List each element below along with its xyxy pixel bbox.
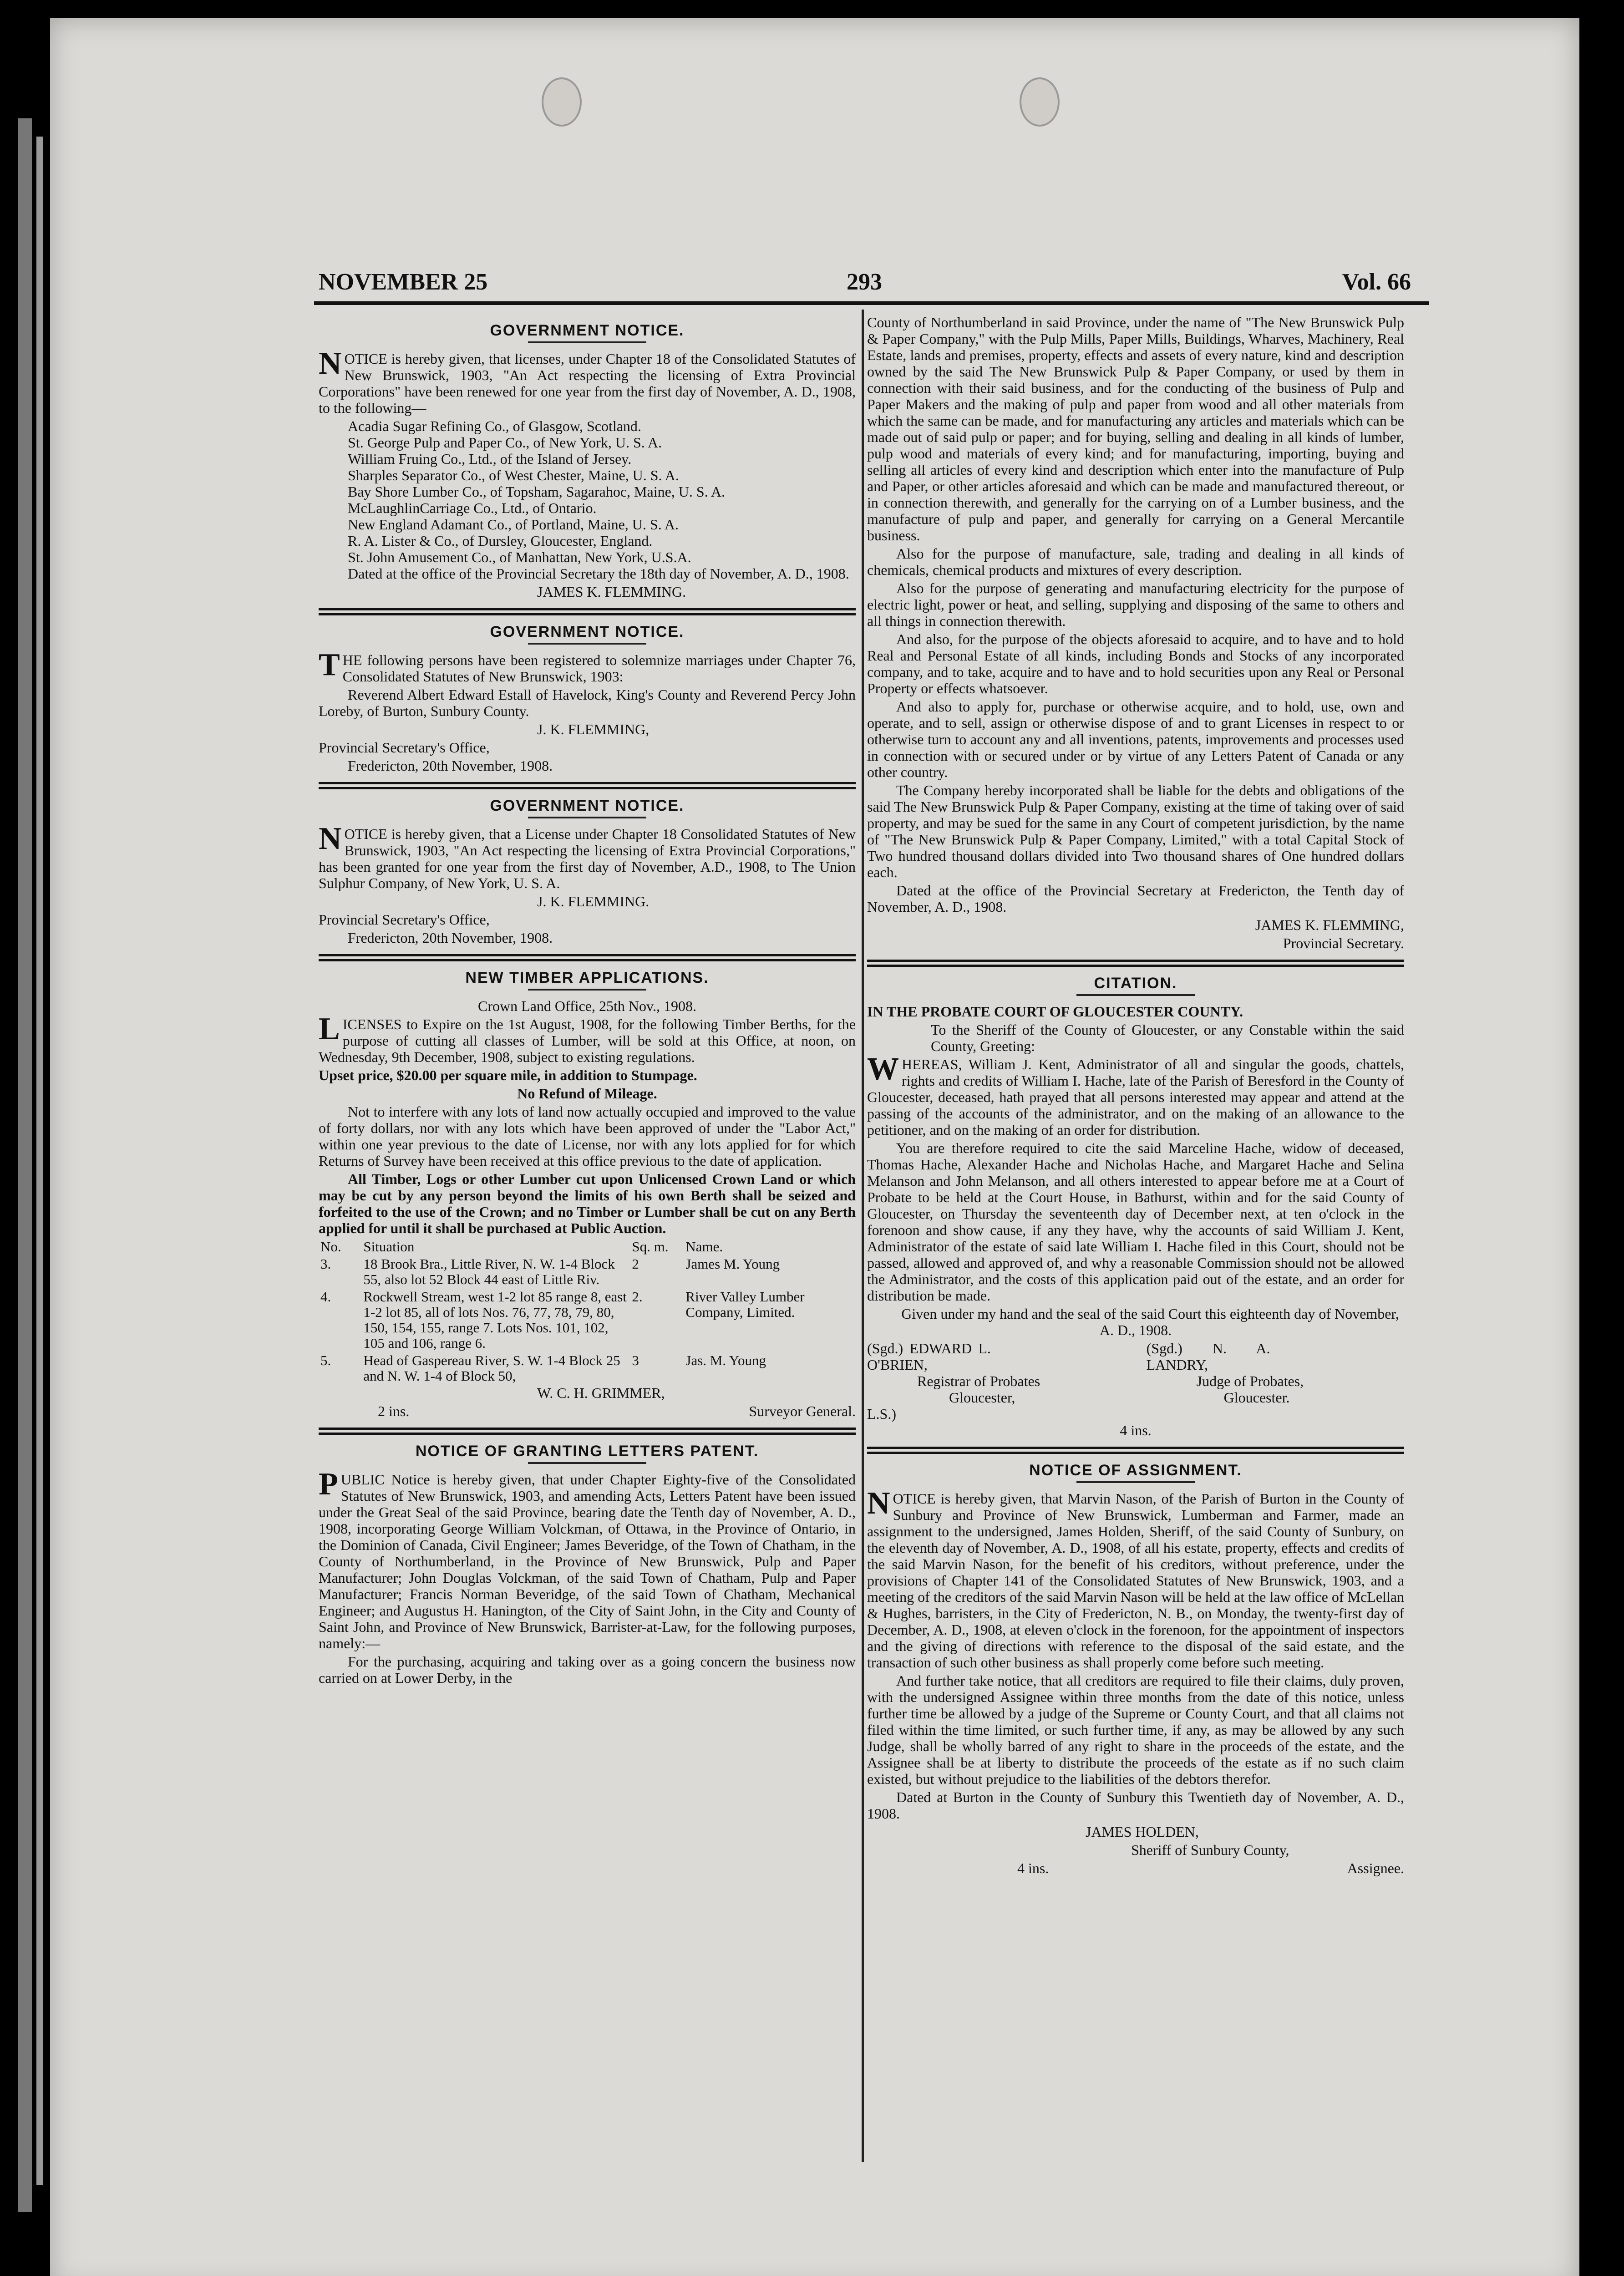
notice-title: GOVERNMENT NOTICE. bbox=[490, 797, 685, 814]
cell-situation: 18 Brook Bra., Little River, N. W. 1-4 Block 55, also lot 52 Block 44 east of Little Riv. bbox=[363, 1256, 615, 1287]
notice-paragraph: And further take notice, that all creditors are required to file their claims, duly proven, with the undersigned Assignee within three months from the date of this notice, unless further time be allowed by a judge of the Supreme or County Court, and that all claims not filed within the time limited, or such further time, if any, as may be allowed by any such Judge, shall be wholly barred of any right to share in the proceeds of the estate, and the Assignee shall be at liberty to distribute the proceeds of the estate as if no such claim existed, but without prejudice to the liabilities of the debtors therefor. bbox=[867, 1672, 1404, 1787]
signature-title: Surveyor General. bbox=[749, 1403, 856, 1419]
book-edge bbox=[18, 118, 32, 2212]
volume-number: Vol. 66 bbox=[1342, 269, 1411, 295]
signature-place: Gloucester, bbox=[949, 1389, 1015, 1406]
notice-body: LICENSES to Expire on the 1st August, 1908, for the following Timber Berths, for the purpose of cutting all classes of Lumber, will be sold at this Office, at noon, on Wednesday, 9th December, 1908, subject to existing regulations. bbox=[319, 1011, 856, 1065]
title-rule bbox=[528, 643, 646, 645]
title-rule bbox=[528, 1462, 646, 1464]
cell-situation: Head of Gaspereau River, S. W. 1-4 Block 25 and N. W. 1-4 of Block 50, bbox=[363, 1352, 620, 1384]
column-header: Sq. m. bbox=[632, 1239, 669, 1255]
insertions: 4 ins. bbox=[1017, 1860, 1049, 1876]
header-date: NOVEMBER 25 bbox=[319, 269, 488, 295]
list-item: St. John Amusement Co., of Manhattan, New York, U.S.A. bbox=[348, 549, 691, 565]
binding-hole-left bbox=[542, 77, 582, 127]
page-number: 293 bbox=[847, 269, 882, 295]
timber-table bbox=[319, 1238, 856, 1385]
notice-paragraph: You are therefore required to cite the said Marceline Hache, widow of deceased, Thomas Hache, Alexander Hache and Nicholas Hache, and Margaret Hache and Selina Melanson and John Melanson, and all others interested to appear before me at a Court of Probate to be held at the Court House, in Bathurst, within and for the said County of Gloucester, on Thursday the seventeenth day of December next, at ten o'clock in the forenoon and show cause, if any they have, why the accounts of said William J. Kent, Administrator of the estate of said late William I. Hache filed in this Court, should not be passed, allowed and approved of, and why a reasonable Commission should not be allowed the Administrator, and the costs of this application paid out of the estate, and an order for distribution be made. bbox=[867, 1140, 1404, 1304]
title-rule bbox=[528, 341, 646, 343]
given-line: Given under my hand and the seal of the said Court this eighteenth day of November, A. D., 1908. bbox=[901, 1306, 1399, 1338]
cell-sqm: 2. bbox=[632, 1289, 643, 1305]
notice-paragraph: All Timber, Logs or other Lumber cut upon Unlicensed Crown Land or which may be cut by any person beyond the limits of his own Berth shall be seized and forfeited to the use of the Crown; and no Timber or Lumber shall be cut on any Berth applied for until it shall be purchased at Public Auction. bbox=[319, 1171, 856, 1236]
signature: W. C. H. GRIMMER, bbox=[537, 1385, 665, 1401]
signature: JAMES K. FLEMMING, bbox=[1255, 917, 1404, 933]
signature: JAMES HOLDEN, bbox=[1086, 1824, 1199, 1840]
notice-paragraph: Also for the purpose of manufacture, sale, trading and dealing in all kinds of chemicals, chemical products and mixtures of every description. bbox=[867, 545, 1404, 578]
section-divider bbox=[867, 960, 1404, 967]
list-item: McLaughlinCarriage Co., Ltd., of Ontario. bbox=[348, 500, 597, 516]
notice-paragraph: Also for the purpose of generating and manufacturing electricity for the purpose of electric light, power or heat, and selling, supplying and disposing of the same to others and all things in connection therewith. bbox=[867, 580, 1404, 629]
refund-line: No Refund of Mileage. bbox=[517, 1085, 657, 1102]
notice-body: NOTICE is hereby given, that Marvin Nason, of the Parish of Burton in the County of Sunbury and Province of New Brunswick, Lumberman and Farmer, made an assignment to the undersigned, James Holden, Sheriff, of the said County of Sunbury, on the eleventh day of November, A. D., 1908, of all his estate, property, effects and credits of the said Marvin Nason, for the benefit of his creditors, without preference, under the provisions of Chapter 141 of the Consolidated Statutes of New Brunswick, 1903, and a meeting of the creditors of the said Marvin Nason will be held at the law office of McLellan & Hughes, barristers, in the City of Fredericton, N. B., on Monday, the twenty-first day of December, A. D., 1908, at eleven o'clock in the forenoon, for the appointment of inspectors and the giving of directions with reference to the disposal of the said estate, and the transaction of such other business as shall properly come before such meeting. bbox=[867, 1486, 1404, 1671]
notice-title: GOVERNMENT NOTICE. bbox=[490, 322, 685, 339]
table-row bbox=[319, 1352, 856, 1385]
section-divider bbox=[319, 954, 856, 961]
list-item: New England Adamant Co., of Portland, Maine, U. S. A. bbox=[348, 516, 679, 533]
dateline: Crown Land Office, 25th Nov., 1908. bbox=[478, 998, 696, 1014]
left-column bbox=[319, 314, 856, 1688]
section-divider bbox=[319, 782, 856, 789]
office-line: Provincial Secretary's Office, bbox=[319, 911, 490, 928]
notice-body: PUBLIC Notice is hereby given, that under Chapter Eighty-five of the Consolidated Statutes of New Brunswick, 1903, and amending Acts, Letters Patent have been issued under the Great Seal of the said Province, bearing date the Tenth day of November, A. D., 1908, incorporating George William Volckman, of Ottawa, in the Province of Ontario, in the Dominion of Canada, Civil Engineer; James Beveridge, of the Town of Chatham, in the County of Northumberland, in the Province of New Brunswick, Pulp and Paper Manufacturer; John Douglas Volckman, of the said Town of Chatham, Pulp and Paper Manufacturer; Francis Norman Beveridge, of the said Town of Chatham, Mechanical Engineer; and Augustus H. Hanington, of the City of Saint John, in the City and County of Saint John, and Province of New Brunswick, Barrister-at-Law, for the following purposes, namely:— bbox=[319, 1467, 856, 1651]
list-item: Sharples Separator Co., of West Chester, Maine, U. S. A. bbox=[348, 467, 679, 483]
notice-body: NOTICE is hereby given, that licenses, under Chapter 18 of the Consolidated Statutes of New Brunswick, 1903, "An Act respecting the licensing of Extra Provincial Corporations" have been renewed for one year from the first day of November, A. D., 1908, to the following— bbox=[319, 346, 856, 416]
signature: (Sgd.) N. A. LANDRY, bbox=[1146, 1340, 1270, 1373]
list-item: William Fruing Co., Ltd., of the Island of Jersey. bbox=[348, 451, 632, 467]
running-header bbox=[319, 269, 1411, 305]
upset-price: Upset price, $20.00 per square mile, in addition to Stumpage. bbox=[319, 1067, 697, 1083]
dated-line: Dated at the office of the Provincial Secretary the 18th day of November, A. D., 1908. bbox=[348, 565, 849, 582]
list-item: Bay Shore Lumber Co., of Topsham, Sagarahoc, Maine, U. S. A. bbox=[348, 483, 726, 500]
title-rule bbox=[528, 989, 646, 991]
notice-paragraph: Not to interfere with any lots of land now actually occupied and improved to the value of forty dollars, nor with any lots which have been approved of under the "Labor Act," within one year previous to the date of License, nor with any lots applied for for which Returns of Survey have been received at this office previous to the date of application. bbox=[319, 1103, 856, 1169]
column-rule bbox=[862, 310, 864, 2162]
notice-title: NOTICE OF GRANTING LETTERS PATENT. bbox=[415, 1443, 759, 1460]
notice-title: CITATION. bbox=[1094, 975, 1177, 992]
book-edge-inner bbox=[36, 137, 43, 2185]
table-row bbox=[319, 1255, 856, 1288]
signature-row bbox=[867, 1860, 1404, 1876]
signature-row bbox=[319, 1403, 856, 1419]
notice-body: WHEREAS, William J. Kent, Administrator of all and singular the goods, chattels, rights and credits of William I. Hache, late of the Parish of Beresford in the County of Gloucester, deceased, hath prayed that all persons interested may appear and attend at the passing of the accounts of the administrator, and on the making of an allowance to the petitioner, and on the making of an order for distribution. bbox=[867, 1052, 1404, 1138]
notice-paragraph: And also, for the purpose of the objects aforesaid to acquire, and to have and to hold Real and Personal Estate of all kinds, including Bonds and Stocks of any incorporated company, and to take, acquire and to have and to hold securities upon any Real or Personal Property or effects whatsoever. bbox=[867, 631, 1404, 696]
signature: (Sgd.) EDWARD L. O'BRIEN, bbox=[867, 1340, 991, 1373]
insertions: 2 ins. bbox=[378, 1403, 410, 1419]
cell-sqm: 2 bbox=[632, 1256, 639, 1272]
notice-paragraph: The Company hereby incorporated shall be liable for the debts and obligations of the said The New Brunswick Pulp & Paper Company, existing at the time of taking over of said property, and may be sued for the same in any Court of competent jurisdiction, by the name of "The New Brunswick Pulp & Paper Company, Limited," with a total Capital Stock of Two hundred thousand dollars divided into Two thousand shares of One hundred dollars each. bbox=[867, 782, 1404, 880]
binding-hole-right bbox=[1020, 77, 1060, 127]
column-header: No. bbox=[320, 1239, 341, 1255]
office-line: Provincial Secretary's Office, bbox=[319, 739, 490, 756]
signature-role: Assignee. bbox=[1347, 1860, 1404, 1876]
continued-paragraph: County of Northumberland in said Province, under the name of "The New Brunswick Pulp & Paper Company," with the Pulp Mills, Paper Mills, Buildings, Wharves, Machinery, Real Estate, lands and premises, property, effects and assets of every nature, kind and description owned by the said The New Brunswick Pulp & Paper Company, or used by them in connection with their said business, and for the conducting of the business of Pulp and Paper Makers and the making of pulp and paper from wood and all other materials from which the same can be made, and for manufacturing any articles and materials which can be made out of said pulp or paper; and for buying, selling and dealing in all kinds of lumber, pulp wood and materials of every kind; and for manufacturing, importing, buying and selling all articles of every kind and description which enter into the manufacture of Pulp and Paper, or other articles aforesaid and which can be made and manufactured thereout, or in connection therewith, and generally for the carrying on of a Lumber business, and the manufacture of pulp and paper, and generally for carrying on a General Mercantile business. bbox=[867, 314, 1404, 544]
signature: J. K. FLEMMING. bbox=[537, 893, 650, 909]
cell-name: River Valley Lumber Company, Limited. bbox=[685, 1289, 805, 1320]
table-header-row bbox=[319, 1238, 856, 1255]
title-rule bbox=[1076, 1481, 1195, 1483]
signature-place: Gloucester. bbox=[1223, 1389, 1290, 1406]
company-list bbox=[348, 418, 856, 565]
right-column bbox=[867, 314, 1404, 1876]
seal-mark: L.S.) bbox=[867, 1406, 896, 1422]
address-line: To the Sheriff of the County of Gloucester, or any Constable within the said County, Greeting: bbox=[931, 1021, 1404, 1054]
cell-situation: Rockwell Stream, west 1-2 lot 85 range 8, east 1-2 lot 85, all of lots Nos. 76, 77, 78, 79, 80, 150, 154, 155, range 7. Lots Nos. 101, 102, 105 and 106, range 6. bbox=[363, 1289, 627, 1351]
section-divider bbox=[319, 608, 856, 615]
table-row bbox=[319, 1288, 856, 1352]
section-divider bbox=[319, 1428, 856, 1435]
judge-signature bbox=[1147, 1340, 1404, 1422]
notice-title: NOTICE OF ASSIGNMENT. bbox=[1029, 1462, 1242, 1479]
list-item: St. George Pulp and Paper Co., of New York, U. S. A. bbox=[348, 434, 662, 451]
cell-no: 4. bbox=[320, 1289, 331, 1305]
place-line: Fredericton, 20th November, 1908. bbox=[348, 757, 553, 774]
cell-no: 5. bbox=[320, 1352, 331, 1368]
cell-name: Jas. M. Young bbox=[685, 1352, 766, 1368]
signature-title: Registrar of Probates bbox=[917, 1373, 1040, 1389]
column-header: Situation bbox=[363, 1239, 415, 1255]
notice-names: Reverend Albert Edward Estall of Havelock, King's County and Reverend Percy John Loreby, of Burton, Sunbury County. bbox=[319, 686, 856, 719]
column-header: Name. bbox=[685, 1239, 723, 1255]
signature: J. K. FLEMMING, bbox=[537, 721, 650, 737]
signature-title: Provincial Secretary. bbox=[1283, 935, 1404, 951]
header-rule bbox=[314, 301, 1429, 305]
section-divider bbox=[867, 1447, 1404, 1454]
notice-body: NOTICE is hereby given, that a License under Chapter 18 Consolidated Statutes of New Brunswick, 1903, "An Act respecting the licensing of Extra Provincial Corporations," has been granted for one year from the first day of November, A.D., 1908, to The Union Sulphur Company, of New York, U. S. A. bbox=[319, 821, 856, 891]
notice-body: THE following persons have been registered to solemnize marriages under Chapter 76, Consolidated Statutes of New Brunswick, 1903: bbox=[319, 647, 856, 685]
notice-title: NEW TIMBER APPLICATIONS. bbox=[465, 969, 709, 986]
title-rule bbox=[528, 817, 646, 818]
court-line: IN THE PROBATE COURT OF GLOUCESTER COUNTY. bbox=[867, 1003, 1243, 1020]
dated-line: Dated at the office of the Provincial Secretary at Fredericton, the Tenth day of November, A. D., 1908. bbox=[867, 882, 1404, 915]
signature-title: Judge of Probates, bbox=[1196, 1373, 1304, 1389]
notice-paragraph: For the purchasing, acquiring and taking over as a going concern the business now carried on at Lower Derby, in the bbox=[319, 1653, 856, 1686]
citation-signatures bbox=[867, 1340, 1404, 1422]
cell-name: James M. Young bbox=[685, 1256, 780, 1272]
dated-line: Dated at Burton in the County of Sunbury this Twentieth day of November, A. D., 1908. bbox=[867, 1789, 1404, 1822]
cell-no: 3. bbox=[320, 1256, 331, 1272]
cell-sqm: 3 bbox=[632, 1352, 639, 1368]
list-item: R. A. Lister & Co., of Dursley, Gloucester, England. bbox=[348, 533, 653, 549]
title-rule bbox=[1076, 994, 1195, 996]
registrar-signature bbox=[867, 1340, 1125, 1422]
signature: JAMES K. FLEMMING. bbox=[537, 584, 686, 600]
notice-title: GOVERNMENT NOTICE. bbox=[490, 623, 685, 640]
place-line: Fredericton, 20th November, 1908. bbox=[348, 930, 553, 946]
insertions: 4 ins. bbox=[1120, 1422, 1152, 1438]
notice-paragraph: And also to apply for, purchase or otherwise acquire, and to hold, use, own and operate, and to sell, assign or otherwise dispose of and to grant Licenses in respect to or otherwise turn to account any and all inventions, patents, improvements and processes used in connection with or secured under or by virtue of any Letters Patent of Canada or any other country. bbox=[867, 698, 1404, 780]
list-item: Acadia Sugar Refining Co., of Glasgow, Scotland. bbox=[348, 418, 641, 434]
signature-title: Sheriff of Sunbury County, bbox=[1131, 1842, 1289, 1858]
